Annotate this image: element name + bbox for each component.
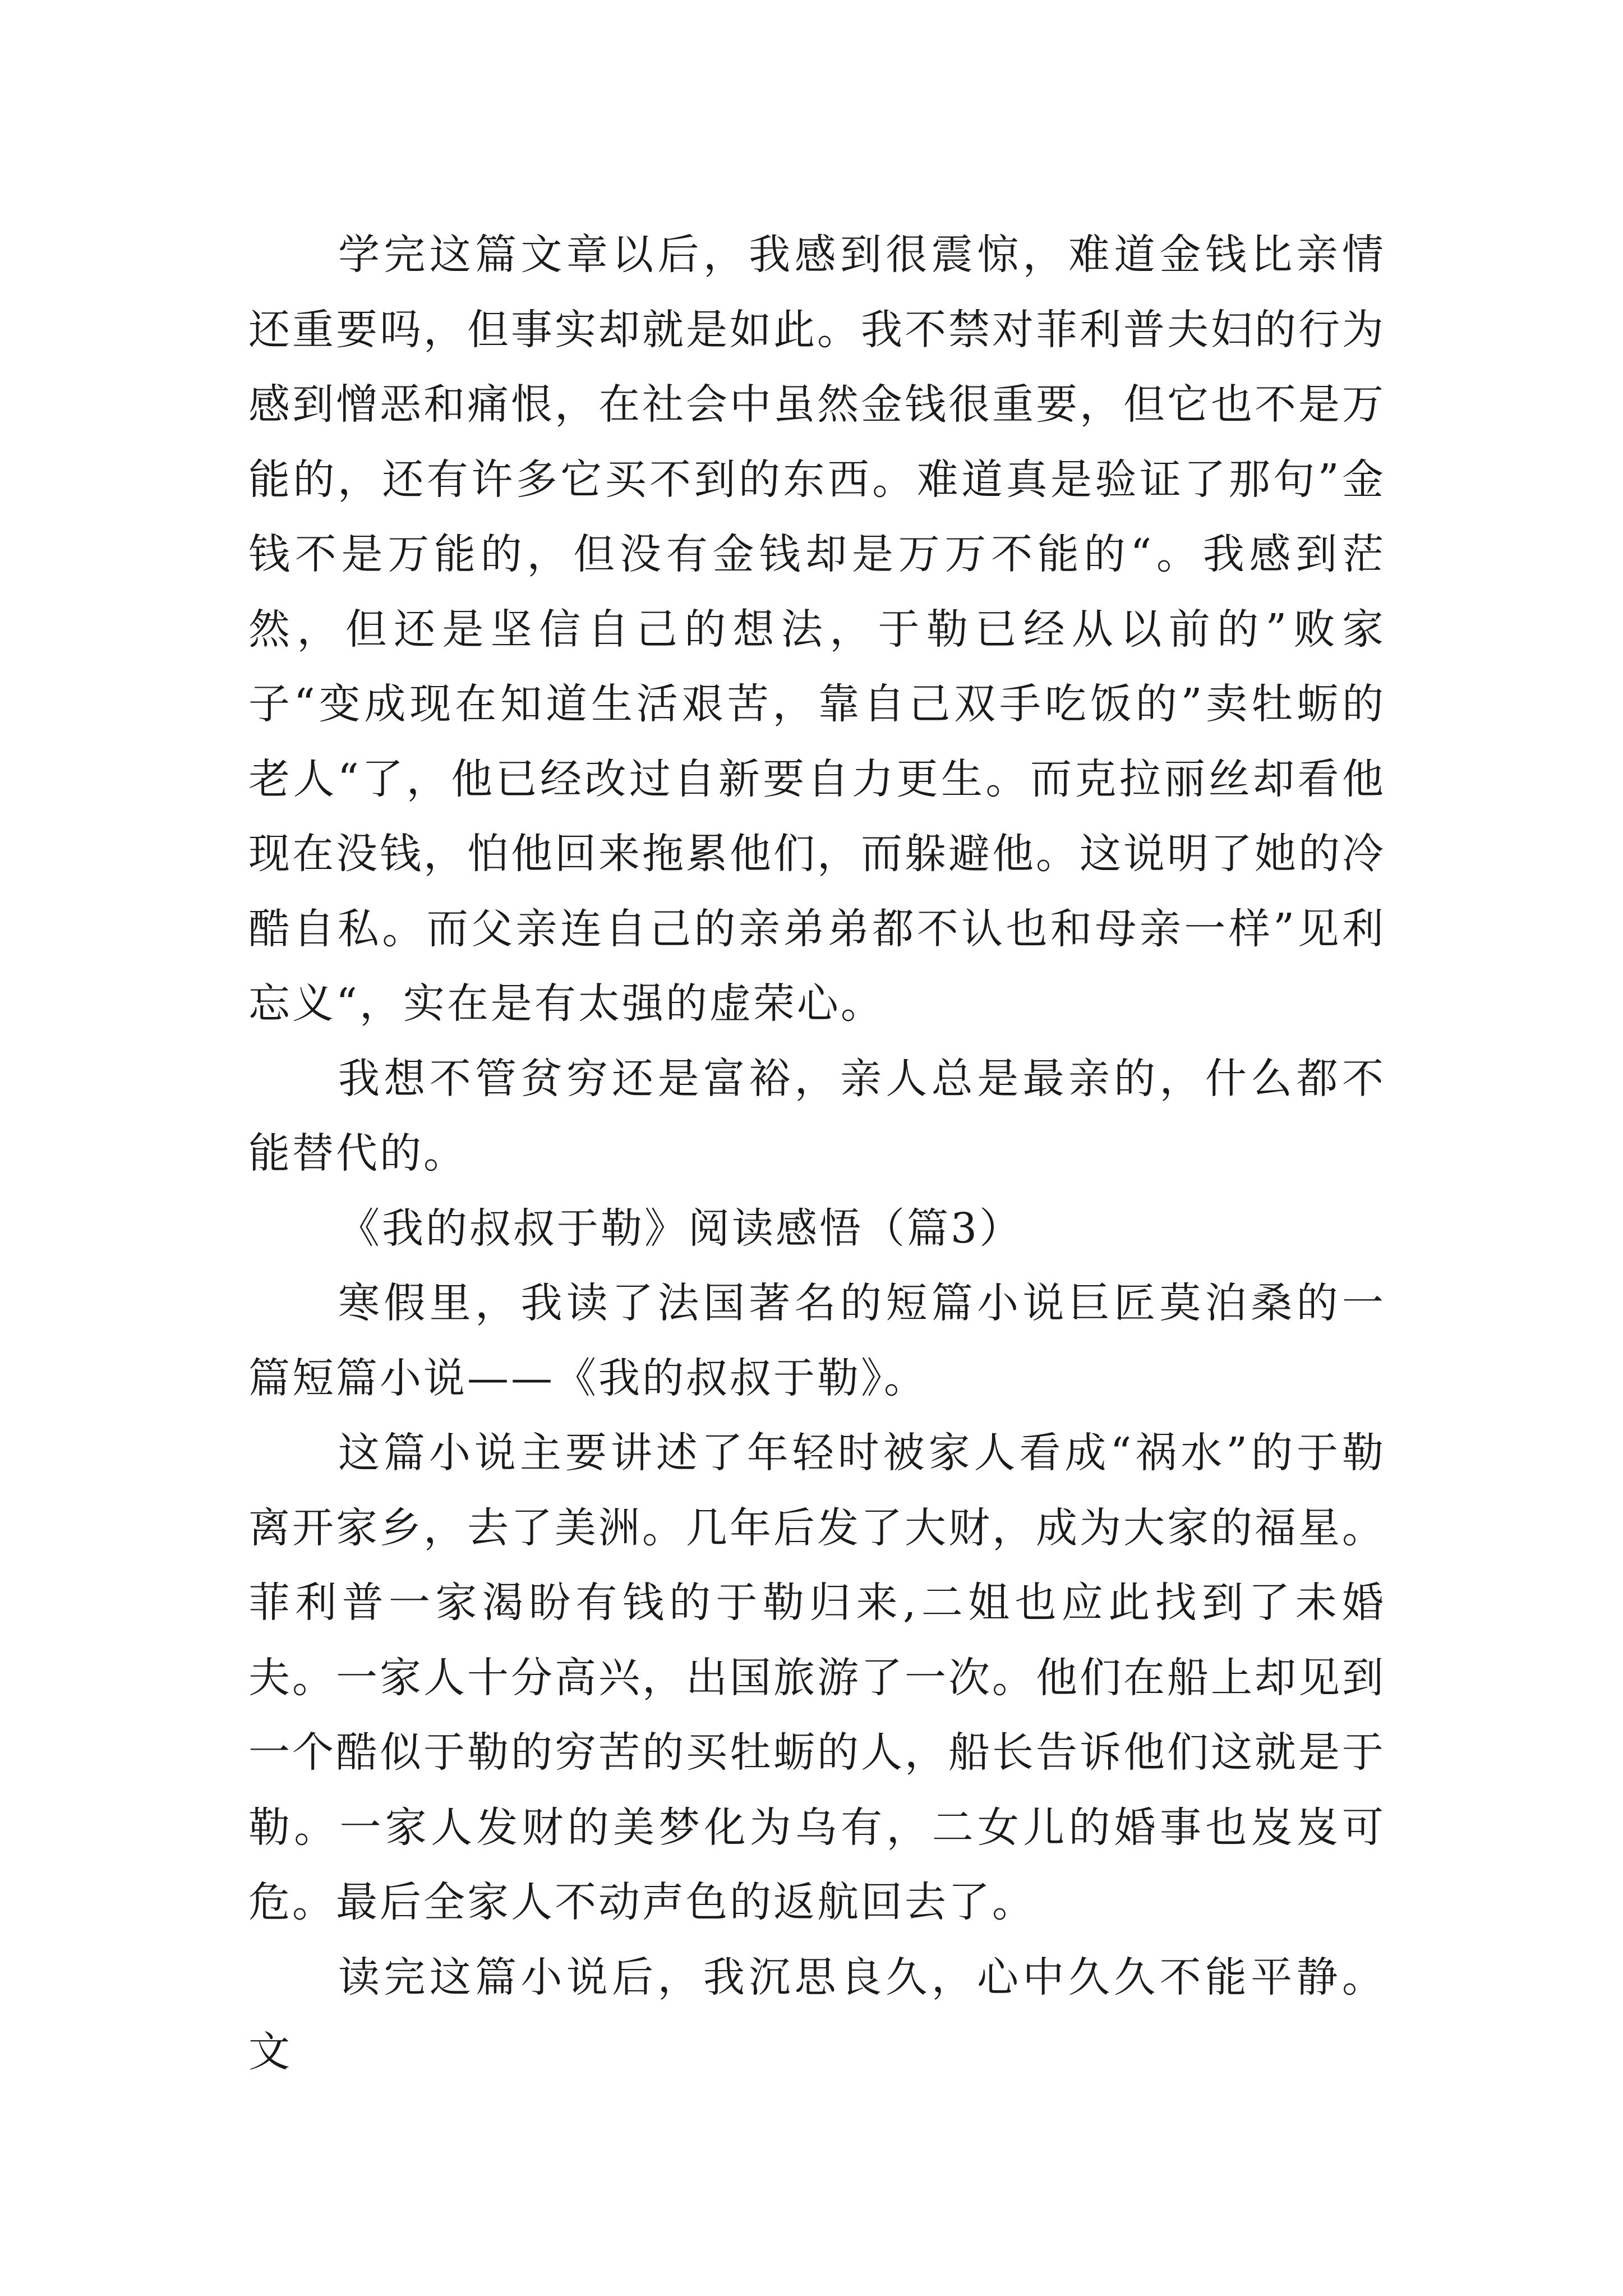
section-heading: 《我的叔叔于勒》阅读感悟（篇3）	[338, 1204, 1023, 1253]
paragraph-continuation: 读完这篇小说后，我沉思良久，心中久久不能平静。文	[248, 1953, 1386, 2076]
document-body	[248, 218, 1386, 2090]
paragraph-reflection: 学完这篇文章以后，我感到很震惊，难道金钱比亲情还重要吗，但事实却就是如此。我不禁对菲利普夫妇的行为感到憎恶和痛恨，在社会中虽然金钱很重要，但它也不是万能的，还有许多它买不到的东西。难道真是验证了那句”金钱不是万能的，但没有金钱却是万万不能的“。我感到茫然，但还是坚信自己的想法，于勒已经从以前的”败家子“变成现在知道生活艰苦，靠自己双手吃饭的”卖牡蛎的老人“了，他已经改过自新要自力更生。而克拉丽丝却看他现在没钱，怕他回来拖累他们，而躲避他。这说明了她的冷酷自私。而父亲连自己的亲弟弟都不认也和母亲一样”见利忘义“，实在是有太强的虚荣心。	[248, 231, 1386, 1028]
paragraph-summary: 这篇小说主要讲述了年轻时被家人看成“祸水”的于勒离开家乡，去了美洲。几年后发了大财，成为大家的福星。菲利普一家渴盼有钱的于勒归来,二姐也应此找到了未婚夫。一家人十分高兴，出国旅游了一次。他们在船上却见到一个酷似于勒的穷苦的买牡蛎的人，船长告诉他们这就是于勒。一家人发财的美梦化为乌有，二女儿的婚事也岌岌可危。最后全家人不动声色的返航回去了。	[248, 1429, 1386, 1926]
paragraph-conclusion: 我想不管贫穷还是富裕，亲人总是最亲的，什么都不能替代的。	[248, 1054, 1386, 1177]
paragraph-intro: 寒假里，我读了法国著名的短篇小说巨匠莫泊桑的一篇短篇小说——《我的叔叔于勒》。	[248, 1279, 1386, 1402]
